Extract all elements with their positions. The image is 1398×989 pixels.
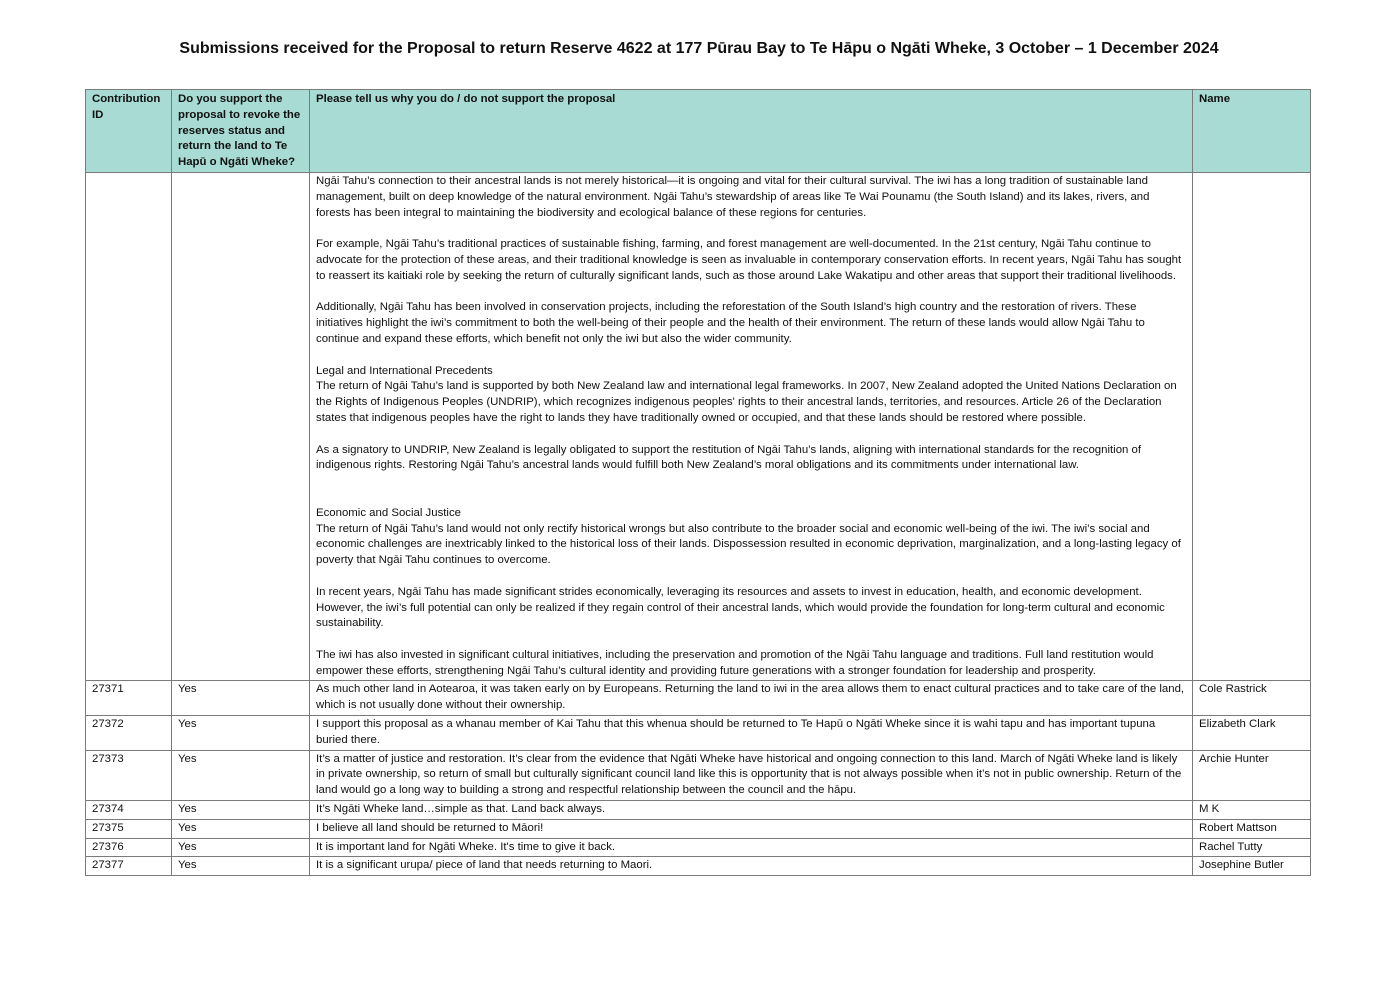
table-row [86, 681, 1311, 716]
cell-reason: It is important land for Ngāti Wheke. It's time to give it back. [310, 838, 1193, 857]
reason-paragraph: As a signatory to UNDRIP, New Zealand is legally obligated to support the restitution of Ngāi Tahu’s lands, aligning with international standards for the recognition of indigenous rights. Restoring Ngāi Tahu’s ancestral lands would fulfill both New Zealand’s moral obligations and its commitments under international law. [316, 443, 1142, 472]
table-row-continued [86, 172, 1311, 681]
cell-reason-continued [310, 172, 1193, 681]
table-row [86, 750, 1311, 800]
cell-name: M K [1193, 801, 1311, 820]
reason-paragraph: In recent years, Ngāi Tahu has made significant strides economically, leveraging its resources and assets to invest in education, health, and economic development. However, the iwi’s full potential can only be realized if they regain control of their ancestral lands, which would provide the foundation for long-term cultural and economic sustainability. [316, 585, 1165, 630]
reason-paragraph: Additionally, Ngāi Tahu has been involved in conservation projects, including the reforestation of the South Island’s high country and the restoration of rivers. These initiatives highlight the iwi’s commitment to both the well-being of their people and the health of their environment. The return of these lands would allow Ngāi Tahu to continue and expand these efforts, which benefit not only the iwi but also the wider community. [316, 301, 1145, 345]
cell-id: 27376 [86, 838, 172, 857]
submissions-table [85, 89, 1311, 876]
cell-support: Yes [172, 857, 310, 876]
cell-reason: I support this proposal as a whanau member of Kai Tahu that this whenua should be returned to Te Hapū o Ngāti Wheke since it is wahi tapu and has important tupuna buried there. [310, 716, 1193, 751]
cell-support: Yes [172, 838, 310, 857]
table-row [86, 857, 1311, 876]
cell-reason: As much other land in Aotearoa, it was taken early on by Europeans. Returning the land to iwi in the area allows them to enact cultural practices and to take care of the land, which is not usually done without their ownership. [310, 681, 1193, 716]
reason-heading: Economic and Social Justice [316, 506, 461, 519]
header-contribution-id: Contribution ID [86, 90, 172, 173]
cell-name: Cole Rastrick [1193, 681, 1311, 716]
reason-paragraph: The iwi has also invested in significant cultural initiatives, including the preservation and promotion of the Ngāi Tahu language and traditions. Full land restitution would empower these efforts, strengthening Ngāi Tahu’s cultural identity and providing future generations with a stronger foundation for leadership and prosperity. [316, 648, 1154, 677]
reason-paragraph: The return of Ngāi Tahu’s land is supported by both New Zealand law and international legal frameworks. In 2007, New Zealand adopted the United Nations Declaration on the Rights of Indigenous Peoples (UNDRIP), which recognizes indigenous peoples' rights to their ancestral lands, territories, and resources. Article 26 of the Declaration states that indigenous peoples have the right to lands they have traditionally owned or occupied, and that these lands should be restored where possible. [316, 380, 1177, 424]
cell-support: Yes [172, 819, 310, 838]
table-row [86, 838, 1311, 857]
cell-name: Elizabeth Clark [1193, 716, 1311, 751]
cell-name [1193, 172, 1311, 681]
cell-id: 27373 [86, 750, 172, 800]
cell-id [86, 172, 172, 681]
table-row [86, 716, 1311, 751]
reason-paragraph: Ngāi Tahu’s connection to their ancestral lands is not merely historical—it is ongoing and vital for their cultural survival. The iwi has a long tradition of sustainable land management, built on deep knowledge of the natural environment. Ngāi Tahu’s stewardship of areas like Te Wai Pounamu (the South Island) and its lakes, rivers, and forests has been integral to maintaining the biodiversity and ecological balance of these regions for centuries. [316, 174, 1150, 219]
header-name: Name [1193, 90, 1311, 173]
table-row [86, 819, 1311, 838]
cell-name: Josephine Butler [1193, 857, 1311, 876]
cell-reason: It is a significant urupa/ piece of land that needs returning to Maori. [310, 857, 1193, 876]
reason-heading: Legal and International Precedents [316, 364, 493, 377]
cell-support: Yes [172, 750, 310, 800]
cell-name: Archie Hunter [1193, 750, 1311, 800]
cell-id: 27375 [86, 819, 172, 838]
cell-id: 27377 [86, 857, 172, 876]
reason-paragraph: The return of Ngāi Tahu’s land would not only rectify historical wrongs but also contribute to the broader social and economic well-being of the iwi. The iwi’s social and economic challenges are inextricably linked to the historical loss of their lands. Dispossession resulted in economic deprivation, marginalization, and a long-lasting legacy of poverty that Ngāi Tahu continues to overcome. [316, 522, 1181, 567]
cell-id: 27371 [86, 681, 172, 716]
cell-reason: It’s Ngāti Wheke land…simple as that. Land back always. [310, 801, 1193, 820]
cell-support: Yes [172, 801, 310, 820]
cell-support [172, 172, 310, 681]
cell-name: Rachel Tutty [1193, 838, 1311, 857]
header-support: Do you support the proposal to revoke the reserves status and return the land to Te Hapū o Ngāti Wheke? [172, 90, 310, 173]
cell-support: Yes [172, 681, 310, 716]
reason-paragraph: For example, Ngāi Tahu’s traditional practices of sustainable fishing, farming, and forest management are well-documented. In the 21st century, Ngāi Tahu continue to advocate for the protection of these areas, and their traditional knowledge is seen as invaluable in contemporary conservation efforts. In recent years, Ngāi Tahu has sought to reassert its kaitiaki role by seeking the return of culturally significant lands, such as those around Lake Wakatipu and other areas that support their traditional livelihoods. [316, 238, 1182, 282]
cell-reason: I believe all land should be returned to Māori! [310, 819, 1193, 838]
cell-id: 27374 [86, 801, 172, 820]
page-title: Submissions received for the Proposal to return Reserve 4622 at 177 Pūrau Bay to Te Hāpu o Ngāti Wheke, 3 October – 1 December 2024 [179, 40, 1219, 57]
table-header-row [86, 90, 1311, 173]
cell-name: Robert Mattson [1193, 819, 1311, 838]
header-reason: Please tell us why you do / do not support the proposal [310, 90, 1193, 173]
cell-id: 27372 [86, 716, 172, 751]
cell-support: Yes [172, 716, 310, 751]
table-row [86, 801, 1311, 820]
cell-reason: It’s a matter of justice and restoration. It’s clear from the evidence that Ngāti Wheke have historical and ongoing connection to this land. March of Ngāti Wheke land is likely in private ownership, so return of small but culturally significant council land like this is opportunity that is not always possible when it’s not in public ownership. Return of the land would go a long way to building a strong and respectful relationship between the council and the hāpu. [310, 750, 1193, 800]
